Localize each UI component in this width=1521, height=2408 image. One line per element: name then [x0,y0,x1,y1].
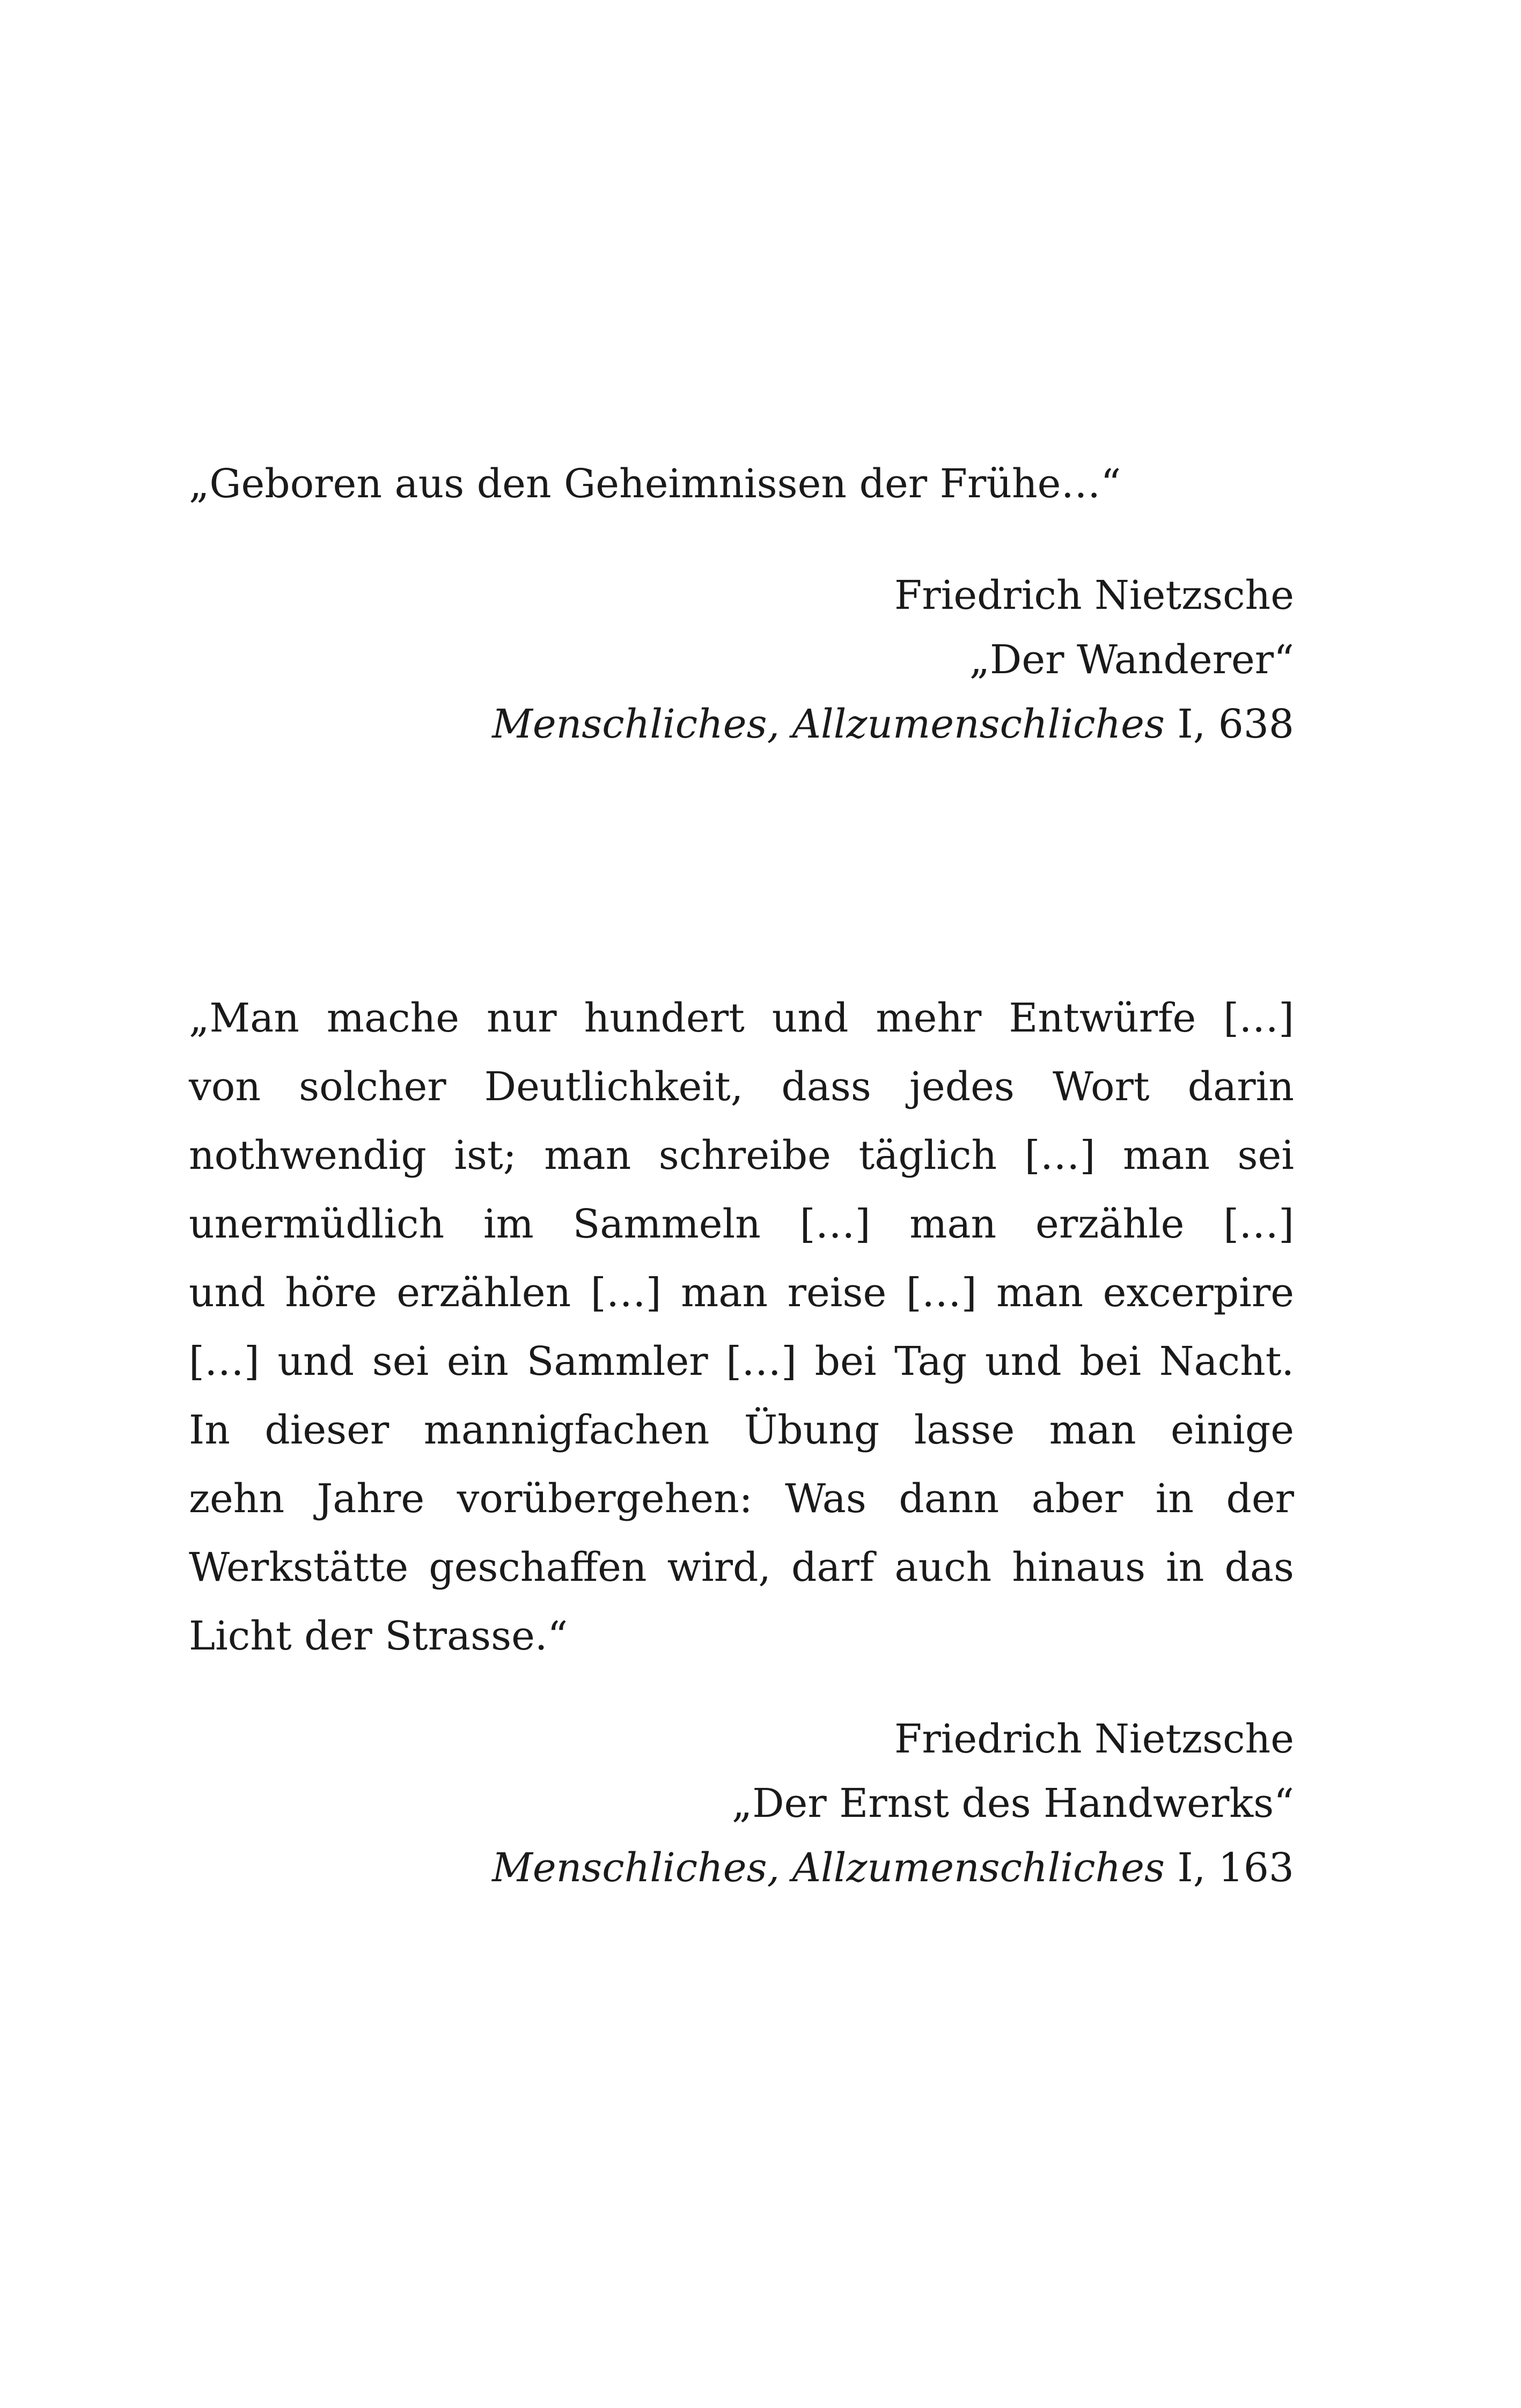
epigraph-1-quote: „Geboren aus den Geheimnissen der Frühe…“ [189,461,1121,507]
epigraph-2-title: „Der Ernst des Handwerks“ [731,1780,1294,1827]
epigraph-2-source-ref: I, 163 [1164,1845,1294,1891]
epigraph-1-quote-block [189,450,1294,518]
epigraph-1-attribution [492,563,1294,756]
epigraph-1-source [492,692,1294,756]
epigraph-2-source-work: Menschliches, Allzumenschliches [492,1845,1165,1891]
epigraph-2-source [492,1836,1294,1900]
epigraph-2-author: Friedrich Nietzsche [894,1716,1294,1762]
epigraph-2-quote-line: unermüdlich im Sammeln […] man erzähle […] [189,1201,1294,1247]
epigraph-2-quote-line: zehn Jahre vorübergehen: Was dann aber in der [189,1476,1294,1522]
epigraph-1-author: Friedrich Nietzsche [894,572,1294,618]
epigraph-1-title: „Der Wanderer“ [969,637,1294,683]
epigraph-2-quote-line: nothwendig ist; man schreibe täglich […] man sei [189,1132,1294,1179]
epigraph-2-quote-line: […] und sei ein Sammler […] bei Tag und bei Nacht. [189,1338,1294,1385]
epigraph-2-quote-line: In dieser mannigfachen Übung lasse man einige [189,1407,1294,1453]
epigraph-2-quote-line: von solcher Deutlichkeit, dass jedes Wort darin [189,1064,1294,1110]
epigraph-2-quote [189,984,1294,1670]
epigraph-2-attribution [492,1707,1294,1900]
epigraph-2-quote-line: und höre erzählen […] man reise […] man excerpire [189,1270,1294,1316]
epigraph-2-quote-line: Licht der Strasse.“ [189,1613,568,1659]
epigraph-2-quote-block [189,984,1294,1670]
epigraph-1-source-work: Menschliches, Allzumenschliches [492,701,1165,747]
epigraph-1-source-ref: I, 638 [1164,701,1294,747]
epigraph-2-quote-line: Werkstätte geschaffen wird, darf auch hinaus in das [189,1544,1294,1590]
epigraph-2-quote-line: „Man mache nur hundert und mehr Entwürfe […] [189,995,1294,1041]
